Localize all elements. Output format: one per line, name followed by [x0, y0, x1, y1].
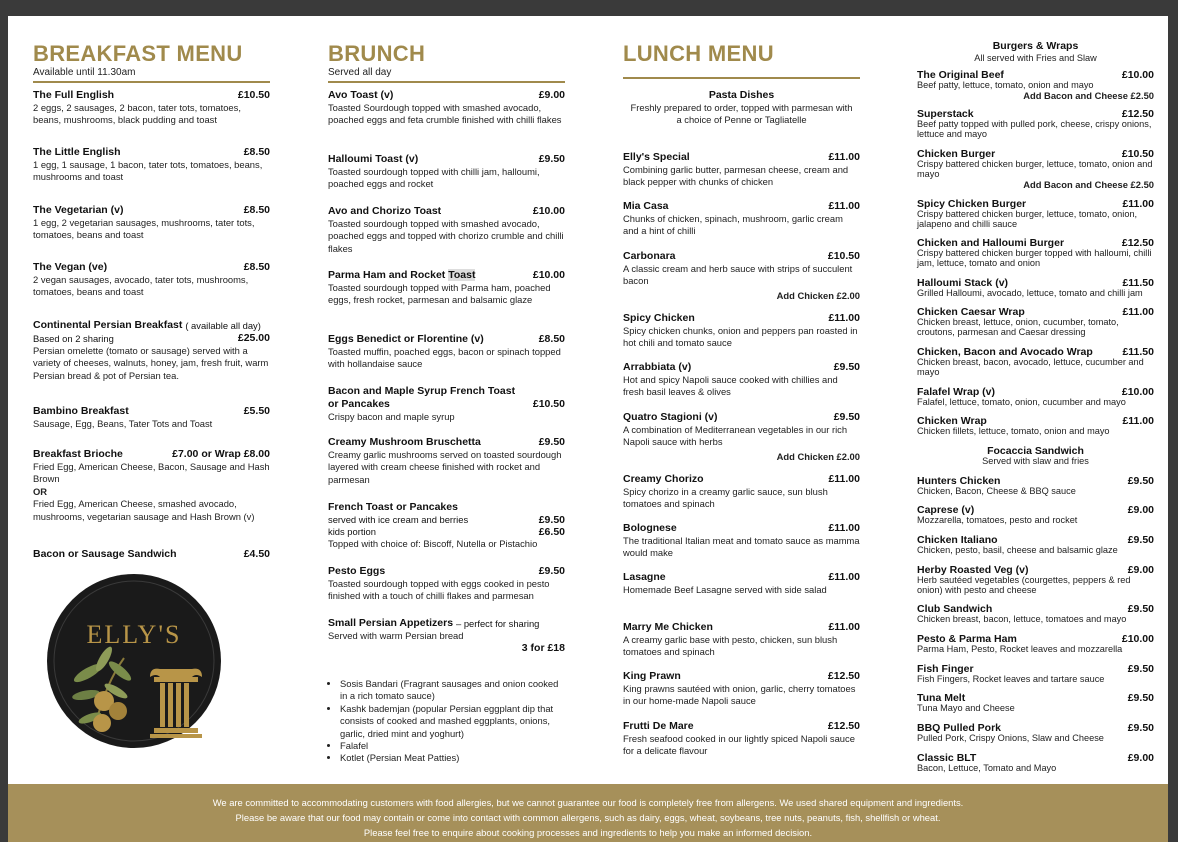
item-price: £4.50 — [243, 548, 270, 560]
menu-item — [328, 501, 565, 550]
item-price: £9.00 — [538, 89, 565, 101]
item-name: Spicy Chicken — [623, 312, 695, 324]
item-note: ( available all day) — [185, 320, 261, 331]
item-name: Chicken, Bacon and Avocado Wrap — [917, 346, 1093, 358]
item-price: £8.50 — [243, 204, 270, 216]
menu-item — [917, 307, 1154, 337]
item-name: Breakfast Brioche — [33, 448, 123, 460]
menu-item — [917, 109, 1154, 139]
menu-item — [33, 405, 270, 430]
menu-item — [328, 385, 565, 423]
footer-line: We are committed to accommodating customers with food allergies, but we cannot guarantee our food is completely free from allergens. We used shared equipment and ingredients. — [212, 797, 964, 808]
item-price: £9.50 — [1127, 534, 1154, 546]
item-name: Marry Me Chicken — [623, 621, 713, 633]
menu-item — [623, 571, 860, 596]
item-name: Bacon and Maple Syrup French Toast — [328, 385, 516, 397]
footer-line: Please feel free to enquire about cooking processes and ingredients to help you make an informed decision. — [363, 827, 813, 838]
focaccia-subtitle: Served with slaw and fries — [982, 456, 1089, 466]
item-desc-alt: Fried Egg, American Cheese, smashed avocado, mushrooms, vegetarian sausage and Hash Brown (v) — [33, 498, 255, 522]
item-desc: Toasted muffin, poached eggs, bacon or spinach topped with hollandaise sauce — [328, 346, 561, 370]
item-name: Superstack — [917, 108, 974, 120]
item-note: – perfect for sharing — [456, 618, 540, 629]
item-desc: Spicy chicken chunks, onion and peppers pan roasted in hot chili and tomato sauce — [623, 325, 858, 349]
menu-item — [917, 347, 1154, 377]
item-price: £11.00 — [828, 621, 860, 633]
item-desc: Crispy battered chicken burger, lettuce, tomato, onion and mayo — [917, 159, 1153, 179]
item-name: Bacon or Sausage Sandwich — [33, 548, 177, 560]
menu-item — [623, 411, 860, 463]
item-price: £12.50 — [827, 670, 860, 682]
menu-item — [328, 436, 565, 486]
item-desc: Toasted sourdough topped with Parma ham, poached eggs, fresh rocket, parmesan and balsamic glaze — [328, 282, 551, 306]
item-desc: A classic cream and herb sauce with strips of succulent bacon — [623, 263, 853, 287]
menu-item — [328, 153, 565, 191]
menu-item — [623, 473, 860, 511]
item-price: £8.50 — [538, 333, 565, 345]
item-price: £9.00 — [1127, 752, 1154, 764]
list-item: • Kotlet (Persian Meat Patties) — [340, 752, 565, 764]
list-item: • Kashk bademjan (popular Persian eggplant dip that consists of cooked and mashed eggplants, onions, garlic, dried mint and yoghurt) — [340, 703, 565, 740]
item-desc: The traditional Italian meat and tomato sauce as mamma would make — [623, 535, 860, 559]
item-price: £7.00 or Wrap £8.00 — [172, 448, 270, 460]
menu-item — [623, 250, 860, 302]
item-name: Falafel Wrap (v) — [917, 386, 995, 398]
item-desc: Chunks of chicken, spinach, mushroom, garlic cream and a hint of chilli — [623, 213, 843, 237]
item-desc: Pulled Pork, Crispy Onions, Slaw and Cheese — [917, 733, 1104, 743]
item-name: Fish Finger — [917, 663, 974, 675]
menu-item — [623, 200, 860, 238]
divider — [33, 81, 270, 83]
pasta-header — [623, 89, 860, 127]
item-desc: Toasted sourdough topped with eggs cooked in pesto finished with a touch of chilli flakes and parmesan — [328, 578, 550, 602]
item-desc: Chicken fillets, lettuce, tomato, onion and mayo — [917, 426, 1110, 436]
focaccia-header — [917, 446, 1154, 466]
menu-item — [917, 565, 1154, 595]
item-desc: Hot and spicy Napoli sauce cooked with chillies and fresh basil leaves & olives — [623, 374, 838, 398]
item-price: £11.00 — [828, 473, 860, 485]
item-price: £9.50 — [833, 361, 860, 373]
breakfast-subtitle: Available until 11.30am — [33, 67, 136, 78]
burgers-header — [917, 40, 1154, 63]
item-desc: A combination of Mediterranean vegetables in our rich Napoli sauce with herbs — [623, 424, 848, 448]
item-price: £12.50 — [827, 720, 860, 732]
restaurant-logo — [46, 573, 222, 749]
item-desc: Beef patty topped with pulled pork, cheese, crispy onions, lettuce and mayo — [917, 119, 1152, 139]
item-price: £10.00 — [532, 205, 565, 217]
item-desc: King prawns sautéed with onion, garlic, cherry tomatoes in our home-made Napoli sauce — [623, 683, 856, 707]
item-desc: 2 vegan sausages, avocado, tater tots, mushrooms, tomatoes, beans and toast — [33, 274, 249, 298]
menu-item — [917, 723, 1154, 743]
item-subline: Served with warm Persian bread — [328, 630, 464, 641]
item-name: Eggs Benedict or Florentine (v) — [328, 333, 484, 345]
item-subline: Based on 2 sharing — [33, 333, 114, 344]
item-desc: Herb sautéed vegetables (courgettes, peppers & red onion) with pesto and cheese — [917, 575, 1131, 595]
burgers-subtitle: All served with Fries and Slaw — [974, 53, 1097, 63]
footer-line: Please be aware that our food may contain or come into contact with common allergens, such as dairy, eggs, wheat, soybeans, tree nuts, peanuts, fish, shellfish or wheat. — [235, 812, 941, 823]
item-price: £11.50 — [1122, 346, 1154, 358]
item-price: £10.00 — [1121, 69, 1154, 81]
item-price: £8.50 — [243, 146, 270, 158]
menu-item — [917, 664, 1154, 684]
item-price: £11.00 — [828, 522, 860, 534]
menu-item — [917, 278, 1154, 298]
menu-item — [328, 565, 565, 603]
item-price: £10.00 — [1121, 386, 1154, 398]
item-name: The Original Beef — [917, 69, 1004, 81]
menu-item — [623, 151, 860, 189]
item-desc: Creamy garlic mushrooms served on toasted sourdough layered with cream cheese finished with rocket and parmesan — [328, 449, 562, 485]
item-desc: Grilled Halloumi, avocado, lettuce, tomato and chilli jam — [917, 288, 1143, 298]
item-desc: Chicken breast, bacon, avocado, lettuce, cucumber and mayo — [917, 357, 1144, 377]
item-price: £11.00 — [1122, 415, 1154, 427]
item-subline: served with ice cream and berries — [328, 514, 469, 525]
item-name: Classic BLT — [917, 752, 977, 764]
menu-item — [623, 720, 860, 758]
menu-page — [8, 16, 1168, 842]
menu-item — [917, 604, 1154, 624]
item-price: £9.50 — [1127, 722, 1154, 734]
item-name: Small Persian Appetizers — [328, 617, 454, 629]
menu-item — [917, 149, 1154, 190]
item-name: Parma Ham and Rocket — [328, 269, 446, 281]
menu-item — [917, 70, 1154, 101]
item-name: Caprese (v) — [917, 504, 975, 516]
menu-item — [623, 670, 860, 708]
item-price: £9.00 — [1127, 564, 1154, 576]
item-price: £10.00 — [532, 269, 565, 281]
item-desc: Chicken, pesto, basil, cheese and balsamic glaze — [917, 545, 1118, 555]
item-price: £9.50 — [1127, 603, 1154, 615]
item-name: Chicken Burger — [917, 148, 996, 160]
item-price: £9.50 — [1127, 692, 1154, 704]
list-item: • Falafel — [340, 740, 565, 752]
item-price: £11.00 — [828, 312, 860, 324]
item-desc: Fresh seafood cooked in our lightly spiced Napoli sauce for a delicate flavour — [623, 733, 855, 757]
item-subline: kids portion — [328, 526, 376, 537]
item-price: £5.50 — [243, 405, 270, 417]
item-desc: 1 egg, 1 sausage, 1 bacon, tater tots, tomatoes, beans, mushrooms and toast — [33, 159, 263, 183]
menu-item — [917, 416, 1154, 436]
item-desc: Chicken, Bacon, Cheese & BBQ sauce — [917, 486, 1076, 496]
item-name-cont: or Pancakes — [328, 398, 390, 410]
allergen-footer — [8, 784, 1168, 842]
item-name: Spicy Chicken Burger — [917, 198, 1027, 210]
item-price: £11.00 — [1122, 306, 1154, 318]
item-desc: 2 eggs, 2 sausages, 2 bacon, tater tots, tomatoes, beans, mushrooms, black pudding and toast — [33, 102, 241, 126]
focaccia-title: Focaccia Sandwich — [987, 445, 1084, 457]
item-name-highlight: Toast — [448, 269, 476, 281]
item-desc: Crispy bacon and maple syrup — [328, 411, 455, 422]
menu-item — [623, 522, 860, 560]
menu-item — [328, 617, 565, 655]
item-desc: Parma Ham, Pesto, Rocket leaves and mozzarella — [917, 644, 1123, 654]
item-name: The Vegetarian (v) — [33, 204, 124, 216]
item-desc: Sausage, Egg, Beans, Tater Tots and Toast — [33, 418, 213, 429]
menu-item — [328, 205, 565, 255]
item-name: Pesto Eggs — [328, 565, 386, 577]
item-name: The Full English — [33, 89, 115, 101]
item-name: Elly's Special — [623, 151, 690, 163]
menu-item — [917, 238, 1154, 268]
item-price: £11.00 — [828, 200, 860, 212]
divider — [328, 81, 565, 83]
item-desc: Bacon, Lettuce, Tomato and Mayo — [917, 763, 1057, 773]
item-name: French Toast or Pancakes — [328, 501, 458, 513]
item-price: £11.00 — [828, 571, 860, 583]
menu-item — [917, 535, 1154, 555]
item-desc: Fried Egg, American Cheese, Bacon, Sausage and Hash Brown — [33, 461, 270, 485]
logo-text: ELLY'S — [86, 620, 182, 649]
item-price: £12.50 — [1121, 237, 1154, 249]
menu-item — [623, 312, 860, 350]
item-name: Mia Casa — [623, 200, 669, 212]
burgers-title: Burgers & Wraps — [992, 40, 1079, 52]
item-addon: Add Bacon and Cheese £2.50 — [1023, 179, 1154, 190]
item-name: Quatro Stagioni (v) — [623, 411, 718, 423]
menu-item — [917, 199, 1154, 229]
item-price: 3 for £18 — [521, 642, 565, 655]
menu-item — [917, 476, 1154, 496]
item-name: Lasagne — [623, 571, 666, 583]
item-name: Tuna Melt — [917, 692, 966, 704]
item-price: £9.50 — [833, 411, 860, 423]
divider — [623, 77, 860, 79]
item-price: £9.50 — [1127, 475, 1154, 487]
item-name: Creamy Mushroom Bruschetta — [328, 436, 481, 448]
item-name: Arrabbiata (v) — [623, 361, 692, 373]
item-desc: Falafel, lettuce, tomato, onion, cucumber and mayo — [917, 397, 1126, 407]
item-price: £11.00 — [828, 151, 860, 163]
item-name: Chicken Wrap — [917, 415, 987, 427]
item-name: The Vegan (ve) — [33, 261, 108, 273]
item-price: £10.50 — [237, 89, 270, 101]
menu-item — [33, 448, 270, 523]
menu-item — [623, 621, 860, 659]
item-name: BBQ Pulled Pork — [917, 722, 1002, 734]
menu-item — [328, 333, 565, 371]
item-name: Continental Persian Breakfast — [33, 319, 183, 331]
item-name: The Little English — [33, 146, 121, 158]
menu-item — [33, 319, 270, 382]
item-name: Club Sandwich — [917, 603, 993, 615]
breakfast-heading: BREAKFAST MENU — [33, 41, 243, 66]
pasta-subtitle: Freshly prepared to order, topped with parmesan with a choice of Penne or Tagliatelle — [630, 102, 853, 126]
item-desc: A creamy garlic base with pesto, chicken, sun blush tomatoes and spinach — [623, 634, 838, 658]
menu-item — [328, 89, 565, 127]
item-price: £11.50 — [1122, 277, 1154, 289]
item-name: Carbonara — [623, 250, 676, 262]
item-price: £10.00 — [1121, 633, 1154, 645]
item-name: Chicken Caesar Wrap — [917, 306, 1025, 318]
item-desc: 1 egg, 2 vegetarian sausages, mushrooms, tater tots, tomatoes, beans and toast — [33, 217, 255, 241]
item-or: OR — [33, 485, 48, 497]
item-addon: Add Chicken £2.00 — [776, 289, 860, 301]
menu-item — [33, 146, 270, 184]
item-name: King Prawn — [623, 670, 681, 682]
item-desc: Crispy battered chicken burger, lettuce, tomato, onion, jalapeno and chilli sauce — [917, 209, 1138, 229]
item-name: Frutti De Mare — [623, 720, 694, 732]
item-name: Avo Toast (v) — [328, 89, 394, 101]
item-desc: Toasted Sourdough topped with smashed avocado, poached eggs and feta crumble finished with chilli flakes — [328, 102, 562, 126]
item-addon: Add Chicken £2.00 — [776, 450, 860, 462]
brunch-heading: BRUNCH — [328, 41, 426, 66]
item-name: Bambino Breakfast — [33, 405, 129, 417]
item-desc: Combining garlic butter, parmesan cheese, cream and black pepper with chunks of chicken — [623, 164, 849, 188]
item-desc: Persian omelette (tomato or sausage) served with a variety of cheeses, walnuts, honey, jam, fresh fruit, warm Persian bread & pot of Persian tea. — [33, 345, 269, 381]
item-price: £6.50 — [538, 526, 565, 538]
item-price: £12.50 — [1121, 108, 1154, 120]
item-price: £8.50 — [243, 261, 270, 273]
item-price: £25.00 — [237, 332, 270, 344]
brunch-subtitle: Served all day — [328, 67, 392, 78]
item-name: Pesto & Parma Ham — [917, 633, 1017, 645]
item-price: £10.50 — [1121, 148, 1154, 160]
item-desc: Topped with choice of: Biscoff, Nutella or Pistachio — [328, 538, 538, 549]
menu-item — [33, 548, 270, 561]
item-price: £9.50 — [538, 514, 565, 526]
item-name: Bolognese — [623, 522, 677, 534]
menu-item — [33, 204, 270, 242]
menu-item — [623, 361, 860, 399]
item-price: £9.50 — [538, 565, 565, 577]
appetizer-list — [328, 678, 565, 765]
item-desc: Toasted sourdough topped with smashed avocado, poached eggs and topped with chorizo crumble and chilli flakes — [328, 218, 564, 254]
list-item: • Sosis Bandari (Fragrant sausages and onion cooked in a rich tomato sauce) — [340, 678, 565, 703]
item-price: £9.50 — [1127, 663, 1154, 675]
menu-item — [33, 89, 270, 127]
item-desc: Spicy chorizo in a creamy garlic sauce, sun blush tomatoes and spinach — [623, 486, 828, 510]
item-desc: Mozzarella, tomatoes, pesto and rocket — [917, 515, 1078, 525]
item-desc: Chicken breast, bacon, lettuce, tomatoes and mayo — [917, 614, 1127, 624]
menu-item — [917, 387, 1154, 407]
item-addon: Add Bacon and Cheese £2.50 — [1023, 90, 1154, 101]
item-desc: Crispy battered chicken burger topped with halloumi, chilli jam, lettuce, tomato and onion — [917, 248, 1152, 268]
lunch-heading: LUNCH MENU — [623, 41, 774, 66]
item-price: £9.00 — [1127, 504, 1154, 516]
menu-item — [917, 634, 1154, 654]
menu-item — [917, 753, 1154, 773]
item-desc: Chicken breast, lettuce, onion, cucumber, tomato, croutons, parmesan and Caesar dressing — [917, 317, 1119, 337]
item-name: Chicken and Halloumi Burger — [917, 237, 1065, 249]
menu-item — [33, 261, 270, 299]
item-price: £9.50 — [538, 153, 565, 165]
item-desc: Toasted sourdough topped with chilli jam, halloumi, poached eggs and rocket — [328, 166, 540, 190]
item-price: £11.00 — [1122, 198, 1154, 210]
pasta-title: Pasta Dishes — [708, 89, 775, 101]
item-price: £9.50 — [538, 436, 565, 448]
item-desc: Homemade Beef Lasagne served with side salad — [623, 584, 827, 595]
menu-item — [917, 693, 1154, 713]
item-name: Halloumi Stack (v) — [917, 277, 1009, 289]
menu-item — [917, 505, 1154, 525]
item-price: £10.50 — [827, 250, 860, 262]
item-desc: Tuna Mayo and Cheese — [917, 703, 1015, 713]
item-name: Avo and Chorizo Toast — [328, 205, 442, 217]
item-name: Creamy Chorizo — [623, 473, 704, 485]
item-price: £10.50 — [532, 398, 565, 410]
item-desc: Fish Fingers, Rocket leaves and tartare sauce — [917, 674, 1105, 684]
item-name: Chicken Italiano — [917, 534, 998, 546]
menu-item — [328, 269, 565, 307]
item-name: Halloumi Toast (v) — [328, 153, 419, 165]
item-desc: Beef patty, lettuce, tomato, onion and mayo — [917, 80, 1094, 90]
item-name: Herby Roasted Veg (v) — [917, 564, 1029, 576]
item-name: Hunters Chicken — [917, 475, 1001, 487]
